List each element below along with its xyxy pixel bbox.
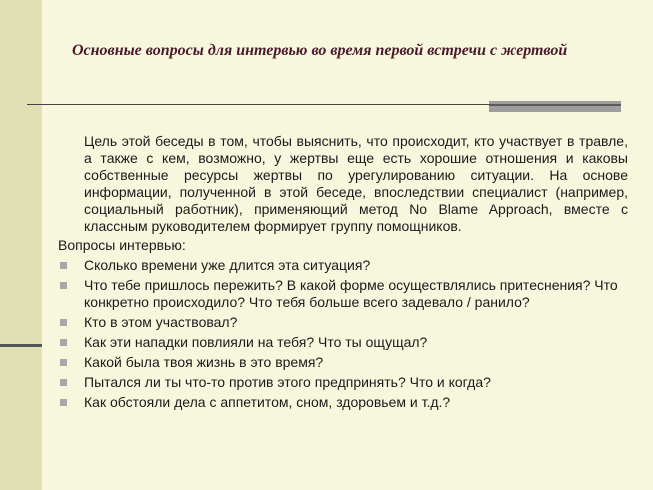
square-bullet-icon bbox=[60, 399, 67, 406]
square-bullet-icon bbox=[60, 282, 67, 289]
left-decorative-band bbox=[0, 0, 42, 490]
list-item bbox=[58, 394, 628, 411]
square-bullet-icon bbox=[60, 339, 67, 346]
left-band-marker bbox=[0, 344, 42, 347]
square-bullet-icon bbox=[60, 359, 67, 366]
slide-body bbox=[58, 133, 628, 411]
title-divider-accent bbox=[489, 101, 621, 112]
questions-list bbox=[58, 257, 628, 411]
square-bullet-icon bbox=[60, 262, 67, 269]
question-text: Кто в этом участвовал? bbox=[84, 314, 238, 330]
question-text: Как обстояли дела с аппетитом, сном, здоровьем и т.д.? bbox=[84, 394, 451, 410]
question-text: Пытался ли ты что-то против этого предпринять? Что и когда? bbox=[84, 374, 491, 390]
question-text: Сколько времени уже длится эта ситуация? bbox=[84, 257, 371, 273]
list-item bbox=[58, 277, 628, 311]
list-item bbox=[58, 354, 628, 371]
list-item bbox=[58, 374, 628, 391]
list-item bbox=[58, 334, 628, 351]
list-item bbox=[58, 257, 628, 274]
slide-title: Основные вопросы для интервью во время первой встречи с жертвой bbox=[72, 42, 568, 59]
question-text: Что тебе пришлось пережить? В какой форме осуществлялись притеснения? Что конкретно происходило? Что тебя больше всего задевало / ранило? bbox=[84, 277, 618, 310]
list-item bbox=[58, 314, 628, 331]
title-divider-accent-line bbox=[489, 104, 621, 106]
square-bullet-icon bbox=[60, 319, 67, 326]
question-text: Какой была твоя жизнь в это время? bbox=[84, 354, 324, 370]
intro-paragraph: Цель этой беседы в том, чтобы выяснить, что происходит, кто участвует в травле, а также с кем, возможно, у жертвы еще есть хорошие отношения и каковы собственные ресурсы жертвы по урегулированию ситуации. На основе информации, полученной в этой беседе, впоследствии специалист (например, социальный работник), применяющий метод No Blame Approach, вместе с классным руководителем формирует группу помощников. bbox=[84, 133, 628, 234]
square-bullet-icon bbox=[60, 379, 67, 386]
title-divider bbox=[27, 104, 492, 105]
question-text: Как эти нападки повлияли на тебя? Что ты ощущал? bbox=[84, 334, 428, 350]
questions-heading: Вопросы интервью: bbox=[58, 237, 186, 253]
